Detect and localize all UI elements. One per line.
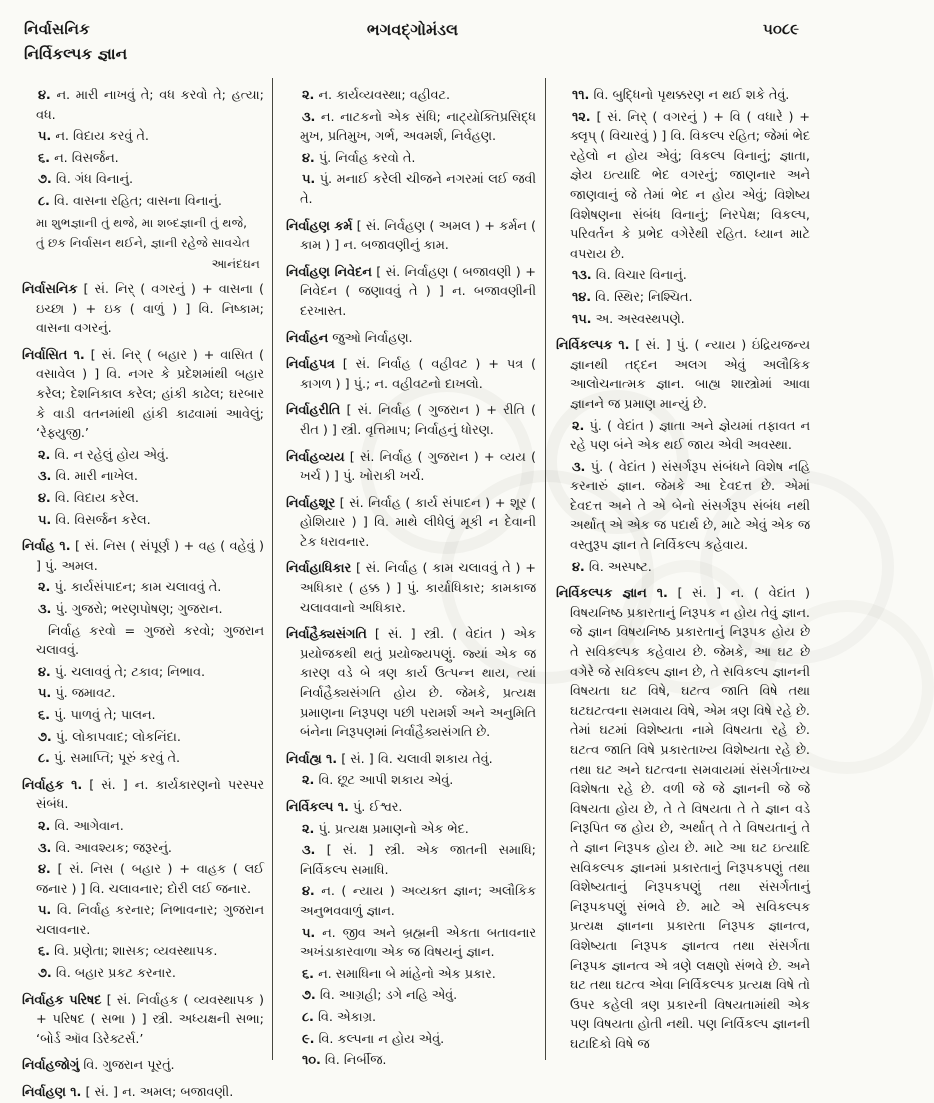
sense-number: ૫. xyxy=(38,686,52,702)
sense-item: ૪. વિ. વિદાય કરેલ. xyxy=(38,491,139,506)
sense-item: ૧૦. વિ. નિર્બીજ. xyxy=(302,1053,387,1069)
sense-number: ૪. xyxy=(38,862,51,878)
dictionary-entry: નિર્વાહ ૧. [ સં. નિસ ( સંપૂર્ણ ) + વહ ( વહેવું ) ] પું. અમલ. xyxy=(22,539,264,574)
sense-number: ૬. xyxy=(38,944,51,960)
sense-item: ૮. વિ. એકાગ્ર. xyxy=(302,1009,377,1025)
sense-item: ૭. વિ. આગ્રહી; ડગે નહિ એવું. xyxy=(302,988,458,1004)
sense-number: ૩. xyxy=(302,843,316,859)
dictionary-entry: નિર્વાહણ કર્મ [ સં. નિર્વહણ ( અમલ ) + કર્મન ( કામ ) ] ન. બજાવણીનું કામ. xyxy=(286,218,536,254)
sense-item: ૧૫. અ. અસ્વસ્થપણે. xyxy=(572,311,685,327)
verse-quote: મા શુભજ્ઞાની તું થજે, મા શબ્દજ્ઞાની તું થજે, xyxy=(36,215,248,230)
sense-item: ૪. પું. ચલાવવું તે; ટકાવ; નિભાવ. xyxy=(38,664,206,680)
sense-number: ૭. xyxy=(38,172,52,188)
headword: નિર્વાસિત ૧. xyxy=(22,347,85,363)
sense-item: ૬. પું. પાળવું તે; પાલન. xyxy=(38,707,156,723)
headword: નિર્વાહણ કર્મ xyxy=(286,218,353,234)
headword: નિર્વાહ ૧. xyxy=(22,539,71,555)
running-headword-first: નિર્વાસનિક xyxy=(24,20,90,38)
sense-item: ૪. વિ. અસ્પષ્ટ. xyxy=(572,559,652,575)
dictionary-entry: નિર્વાહાધિકાર [ સં. નિર્વાહ ( કામ ચલાવવું તે ) + અધિકાર ( હક્ક ) ] પું. કાર્યાધિકાર; કામકાજ ચલાવવાનો અધિકાર. xyxy=(286,561,536,616)
sense-number: ૩. xyxy=(302,109,316,125)
headword: નિર્વાહપત્ર xyxy=(286,357,335,373)
sense-item: ૨. વિ. છૂટ આપી શકાય એવું. xyxy=(302,773,454,789)
sense-number: ૧૫. xyxy=(572,311,592,327)
sense-item: ૫. પું. જમાવટ. xyxy=(38,686,116,702)
sense-number: ૧૩. xyxy=(572,268,592,284)
headword: નિર્વાહજોગું xyxy=(22,1058,80,1074)
sense-number: ૩. xyxy=(38,601,52,617)
sense-item: ૩. [ સં. ] સ્ત્રી. એક જાતની સમાધિ; નિર્વિકલ્પ સમાધિ. xyxy=(300,843,536,878)
sense-number: ૪. xyxy=(38,88,51,103)
sense-item: ૧૧. વિ. બુદ્ધિનો પૃથક્કરણ ન થઈ શકે તેવું. xyxy=(572,88,790,103)
sense-item: ૧૪. વિ. સ્થિર; નિશ્ચિત. xyxy=(572,289,693,305)
sense-item: ૩. પું. ( વેદાંત ) સંસર્ગરૂપ સંબંધને વિશેષ નહિ કરનારું જ્ઞાન. જેમકે આ દેવદત્ત છે. એમાં દેવદત્ત અને તે એ બેનો સંસર્ગરૂપ સંબંધ નથી અર્થાત્ એ એક જ પદાર્થ છે, માટે એવું એક જ વસ્તુરૂપ જ્ઞાન તે નિર્વિકલ્પ કહેવાય. xyxy=(570,459,810,554)
sense-item: ૨. વિ. આગેવાન. xyxy=(38,818,124,834)
sense-number: ૫. xyxy=(302,925,316,941)
sense-number: ૭. xyxy=(38,729,52,745)
sense-number: ૬. xyxy=(302,966,315,982)
sense-number: ૬. xyxy=(38,150,51,166)
dictionary-column-2 xyxy=(286,84,536,1089)
dictionary-entry: નિર્વાહરીતિ [ સં. નિર્વાહ ( ગુજરાન ) + રીતિ ( રીત ) ] સ્ત્રી. વૃત્તિમાપ; નિર્વાહનું ધોરણ. xyxy=(286,403,536,438)
sense-number: ૨. xyxy=(38,580,51,596)
sense-number: ૬. xyxy=(38,707,51,723)
sense-number: ૪. xyxy=(572,559,585,575)
sense-item: ૮. પું. સમાપ્તિ; પૂરું કરવું તે. xyxy=(38,751,181,767)
sense-number: ૮. xyxy=(38,751,50,767)
sense-item: ૨. પું. પ્રત્યક્ષ પ્રમાણનો એક ભેદ. xyxy=(302,821,469,837)
dictionary-entry: નિર્વાસનિક [ સં. નિર્ ( વગરનું ) + વાસના ( ઇચ્છા ) + ઇક ( વાળું ) ] વિ. નિષ્કામ; વાસના વગરનું. xyxy=(22,282,264,337)
sense-item: ૬. ન. સમાધિના બે માંહેનો એક પ્રકાર. xyxy=(302,966,496,982)
dictionary-entry: નિર્વાહૈક્યસંગતિ [ સં. ] સ્ત્રી. ( વેદાંત ) એક પ્રયોજકથી થતું પ્રયોજ્યપણું. જ્યાં એક જ કારણ વડે બે ત્રણ કાર્ય ઉત્પન્ન થાય, ત્યાં નિર્વાહૈક્યસંગતિ હોય છે. જેમકે, પ્રત્યક્ષ પ્રમાણના નિરૂપણ પછી પરામર્શ અને અનુમિતિ બંનેના નિરૂપણમાં નિર્વાહૈક્યસંગતિ છે. xyxy=(286,627,536,741)
dictionary-entry: નિર્વાહક પરિષદ [ સં. નિર્વાહક ( વ્યવસ્થાપક ) + પરિષદ ( સભા ) ] સ્ત્રી. અધ્યક્ષની સભા; ‘બોર્ડ ઑવ ડિરેક્ટર્સ.’ xyxy=(22,992,264,1047)
headword: નિર્વાહન xyxy=(286,330,329,346)
sense-item: ૫. વિ. નિર્વાહ કરનાર; નિભાવનાર; ગુજરાન ચલાવનાર. xyxy=(36,903,264,938)
dictionary-column-1 xyxy=(22,84,264,1101)
sense-number: ૪. xyxy=(302,884,315,900)
page-number: ૫૦૮૯ xyxy=(762,20,799,38)
sense-number: ૭. xyxy=(302,988,316,1004)
headword: નિર્વિકલ્પ ૧. xyxy=(286,800,349,815)
sense-number: ૩. xyxy=(38,469,52,485)
sense-item: ૭. વિ. બહાર પ્રકટ કરનાર. xyxy=(38,966,176,982)
column-rule xyxy=(272,78,273,1060)
sense-number: ૮. xyxy=(38,193,50,209)
sense-item: ૫. ન. જીવ અને બ્રહ્મની એકતા બતાવનાર અખંડાકારવાળા એક જ વિષયનું જ્ઞાન. xyxy=(300,925,536,961)
sense-number: ૧૨. xyxy=(572,109,591,125)
sense-number: ૧૧. xyxy=(572,88,590,103)
sense-item: ૨. પું. ( વેદાંત ) જ્ઞાતા અને જ્ઞેયમાં તફાવત ન રહે પણ બંને એક થઈ જાય એવી અવસ્થા. xyxy=(570,418,810,454)
sense-number: ૧૦. xyxy=(302,1053,321,1069)
running-headword-last: નિર્વિકલ્પક જ્ઞાન xyxy=(24,45,128,63)
sense-number: ૫. xyxy=(38,129,52,145)
sense-number: ૭. xyxy=(38,966,52,982)
sense-number: ૩. xyxy=(572,459,586,475)
dictionary-entry: નિર્વાહન જુઓ નિર્વાહણ. xyxy=(286,330,413,346)
sense-item: ૬. ન. વિસર્જન. xyxy=(38,150,119,166)
sense-number: ૧૪. xyxy=(572,289,592,305)
dictionary-entry: નિર્વિકલ્પક જ્ઞાન ૧. [ સં. ] ન. ( વેદાંત ) વિષયનિષ્ઠ પ્રકારતાનું નિરૂપક ન હોય તેવું જ્ઞાન. જે જ્ઞાન વિષયનિષ્ઠ પ્રકારતાનું નિરૂપક હોય છે તે સવિકલ્પક કહેવાય છે. જેમકે, આ ઘટ છે વગેરે જે સવિકલ્પ જ્ઞાન છે, તે સવિકલ્પ જ્ઞાનની વિષયતા ઘટ વિષે, ઘટત્વ જાતિ વિષે તથા ઘટઘટત્વના સમવાય વિષે, એમ ત્રણ વિષે રહે છે. તેમાં ઘટમાં વિશેષ્યતા નામે વિષયતા રહે છે. ઘટત્વ જાતિ વિષે પ્રકારતાખ્ય વિશેષ્યતા રહે છે. તથા ઘટ અને ઘટત્વના સમવાયમાં સંસર્ગતાખ્ય વિશેષતા રહે છે. વળી જે જે જ્ઞાનની જે જે વિષયતા હોય છે, તે તે વિષયતા તે તે જ્ઞાન વડે નિરૂપિત જ હોય છે, અર્થાત્ તે તે વિષયતાનું તે તે જ્ઞાન નિરૂપક હોય છે. માટે આ ઘટ ઇત્યાદિ સવિકલ્પક જ્ઞાનમાં પ્રકારતાનું નિરૂપકપણું તથા વિશેષ્યતાનું નિરૂપકપણું તથા સંસર્ગતાનું નિરૂપકપણું સંભવે છે. માટે એ સવિકલ્પક પ્રત્યક્ષ જ્ઞાનના પ્રકારતા નિરૂપક જ્ઞાનત્વ, વિશેષ્યતા નિરૂપક જ્ઞાનત્વ તથા સંસર્ગતા નિરૂપક જ્ઞાનત્વ એ ત્રણે લક્ષણો સંભવે છે. અને ઘટ તથા ઘટત્વ એવા નિર્વિકલ્પક પ્રત્યક્ષ વિષે તો ઉપર કહેલી ત્રણ પ્રકારની વિષયતામાંથી એક પણ વિષયતા હોતી નથી. પણ નિર્વિકલ્પ જ્ઞાનની ઘટાદિકો વિષે જ xyxy=(556,586,810,1052)
sense-item: ૨. ન. કાર્યવ્યવસ્થા; વહીવટ. xyxy=(302,88,451,103)
verse-quote: તું છક નિર્વાસન થઈને, જ્ઞાની રહેજે સાવચેત xyxy=(36,236,250,251)
sense-item: ૪. ન. મારી નાખવું તે; વધ કરવો તે; હત્યા; વધ. xyxy=(36,88,264,123)
column-rule xyxy=(545,78,546,1060)
sense-number: ૨. xyxy=(572,418,585,434)
dictionary-column-3 xyxy=(556,84,810,1089)
headword: નિર્વાહાધિકાર xyxy=(286,561,352,577)
sense-item: ૩. પું. ગુજરો; ભરણપોષણ; ગુજરાન. xyxy=(38,601,223,617)
dictionary-entry: નિર્વાહ્ય ૧. [ સં. ] વિ. ચલાવી શકાય તેવું. xyxy=(286,751,493,767)
headword: નિર્વાહક ૧. xyxy=(22,777,83,793)
dictionary-entry: નિર્વાહણ ૧. [ સં. ] ન. અમલ; બજાવણી. xyxy=(22,1085,234,1101)
sense-item: ૯. વિ. કલ્પના ન હોય એવું. xyxy=(302,1031,445,1047)
dictionary-entry: નિર્વાહક ૧. [ સં. ] ન. કાર્યકારણનો પરસ્પર સંબંધ. xyxy=(22,777,264,813)
headword: નિર્વાહ્ય ૧. xyxy=(286,751,338,767)
sense-number: ૪. xyxy=(38,491,51,506)
sense-item: ૩. વિ. મારી નાખેલ. xyxy=(38,469,138,485)
dictionary-entry: નિર્વાહવ્યય [ સં. નિર્વાહ ( ગુજરાન ) + વ્યય ( ખર્ચ ) ] પું. ખોરાકી ખર્ચ. xyxy=(286,449,536,485)
dictionary-entry: નિર્વાસિત ૧. [ સં. નિર્ ( બહાર ) + વાસિત ( વસાવેલ ) ] વિ. નગર કે પ્રદેશમાંથી બહાર કરેલ; દેશનિકાલ કરેલ; હાંકી કાઢેલ; ઘરબાર કે વાડી વતનમાંથી હાંકી કાઢવામાં આવેલું; ‘રેફ્યુજી.’ xyxy=(22,347,264,442)
dictionary-entry: નિર્વાહણ નિવેદન [ સં. નિર્વાહણ ( બજાવણી ) + નિવેદન ( જણાવવું તે ) ] ન. બજાવણીની દરખાસ્ત. xyxy=(286,264,536,319)
headword: નિર્વાહરીતિ xyxy=(286,403,341,419)
headword: નિર્વાહક પરિષદ xyxy=(22,992,102,1008)
sense-item: ૪. ન. ( ન્યાય ) અવ્યક્ત જ્ઞાન; અલૌકિક અનુભવવાળું જ્ઞાન. xyxy=(300,884,536,919)
sense-number: ૩. xyxy=(38,840,52,856)
sense-item: ૧૩. વિ. વિચાર વિનાનું. xyxy=(572,268,687,284)
headword: નિર્વાહૈક્યસંગતિ xyxy=(286,627,367,643)
dictionary-entry: નિર્વાહશૂર [ સં. નિર્વાહ ( કાર્ય સંપાદન ) + શૂર ( હોશિયાર ) ] વિ. માથે લીધેલું મૂકી ન દેવાની ટેક ધરાવનાર. xyxy=(286,495,536,550)
sense-item: ૭. વિ. ગંધ વિનાનું. xyxy=(38,172,134,188)
sense-number: ૨. xyxy=(302,821,315,837)
usage-note: નિર્વાહ કરવો = ગુજરો કરવો; ગુજરાન ચલાવવું. xyxy=(36,623,264,659)
sense-number: ૪. xyxy=(302,150,315,166)
headword: નિર્વાહવ્યય xyxy=(286,449,345,465)
headword: નિર્વાસનિક xyxy=(22,282,78,298)
sense-number: ૨. xyxy=(38,447,51,463)
sense-item: ૧૨. [ સં. નિર્ ( વગરનું ) + વિ ( વધારે ) + ક્લૃપ્ ( વિચારવું ) ] વિ. વિકલ્પ રહિત; જેમાં ભેદ રહેલો ન હોય એવું; વિકલ્પ વિનાનું; જ્ઞાતા, જ્ઞેય ઇત્યાદિ ભેદ વગરનું; જાણનાર અને જાણવાનું જે તેમાં ભેદ ન હોય એવું; વિશેષ્ય વિશેષણના સંબંધ વિનાનું; નિરપેક્ષ; વિકલ્પ, પરિવર્તન કે પ્રભેદ વગેરેથી રહિત. ધ્યાન માટે વપરાય છે. xyxy=(570,109,810,262)
sense-item: ૫. વિ. વિસર્જન કરેલ. xyxy=(38,512,151,528)
sense-number: ૫. xyxy=(38,903,52,919)
sense-item: ૪. [ સં. નિસ ( બહાર ) + વાહક ( લઈ જનાર ) ] વિ. ચલાવનાર; દોરી લઈ જનાર. xyxy=(36,862,264,897)
sense-number: ૨. xyxy=(302,773,315,789)
sense-number: ૫. xyxy=(302,172,316,188)
quote-attribution: આનંદઘન xyxy=(211,256,260,271)
sense-item: ૩. ન. નાટકનો એક સંધિ; નાટ્યોક્તિપ્રસિદ્ધ મુખ, પ્રતિમુખ, ગર્ભ, અવમર્શ, નિર્વહણ. xyxy=(300,109,536,145)
sense-item: ૨. પું. કાર્યસંપાદન; કામ ચલાવવું તે. xyxy=(38,580,222,596)
sense-number: ૪. xyxy=(38,664,51,680)
dictionary-entry: નિર્વિકલ્પ ૧. પું. ઈશ્વર. xyxy=(286,800,403,815)
dictionary-entry: નિર્વાહજોગું વિ. ગુજરાન પૂરતું. xyxy=(22,1058,175,1074)
sense-number: ૫. xyxy=(38,512,52,528)
sense-item: ૮. વિ. વાસના રહિત; વાસના વિનાનું. xyxy=(38,193,222,209)
sense-item: ૬. વિ. પ્રણેતા; શાસક; વ્યવસ્થાપક. xyxy=(38,944,218,960)
sense-item: ૭. પું. લોકાપવાદ; લોકનિંદા. xyxy=(38,729,181,745)
sense-item: ૨. વિ. ન રહેલું હોય એવું. xyxy=(38,447,169,463)
sense-number: ૨. xyxy=(302,88,315,103)
headword: નિર્વાહણ ૧. xyxy=(22,1085,82,1101)
sense-item: ૩. વિ. આવશ્યક; જરૂરનું. xyxy=(38,840,172,856)
headword: નિર્વિકલ્પક જ્ઞાન ૧. xyxy=(556,586,668,602)
headword: નિર્વિકલ્પક ૧. xyxy=(556,338,630,354)
sense-item: ૪. પું. નિર્વાહ કરવો તે. xyxy=(302,150,416,166)
headword: નિર્વાહશૂર xyxy=(286,495,336,511)
sense-number: ૮. xyxy=(302,1009,314,1025)
sense-item: ૫. પું. મનાઈ કરેલી ચીજને નગરમાં લઈ જવી તે. xyxy=(300,172,536,207)
sense-item: ૫. ન. વિદાય કરવું તે. xyxy=(38,129,149,145)
dictionary-entry: નિર્વિકલ્પક ૧. [ સં. ] પું. ( ન્યાય ) ઇંદ્રિયજન્ય જ્ઞાનથી તદ્દન અલગ એવું અલૌકિક આલોચનાત્મક જ્ઞાન. બાહ્ય શાસ્ત્રોમાં આવા જ્ઞાનને જ પ્રમાણ માન્યું છે. xyxy=(556,338,811,412)
sense-number: ૯. xyxy=(302,1031,315,1047)
page-title: ભગવદ્ગોમંડલ xyxy=(366,20,459,39)
headword: નિર્વાહણ નિવેદન xyxy=(286,264,372,280)
dictionary-entry: નિર્વાહપત્ર [ સં. નિર્વાહ ( વહીવટ ) + પત્ર ( કાગળ ) ] પું.; ન. વહીવટનો દાખલો. xyxy=(286,357,536,392)
sense-number: ૨. xyxy=(38,818,51,834)
